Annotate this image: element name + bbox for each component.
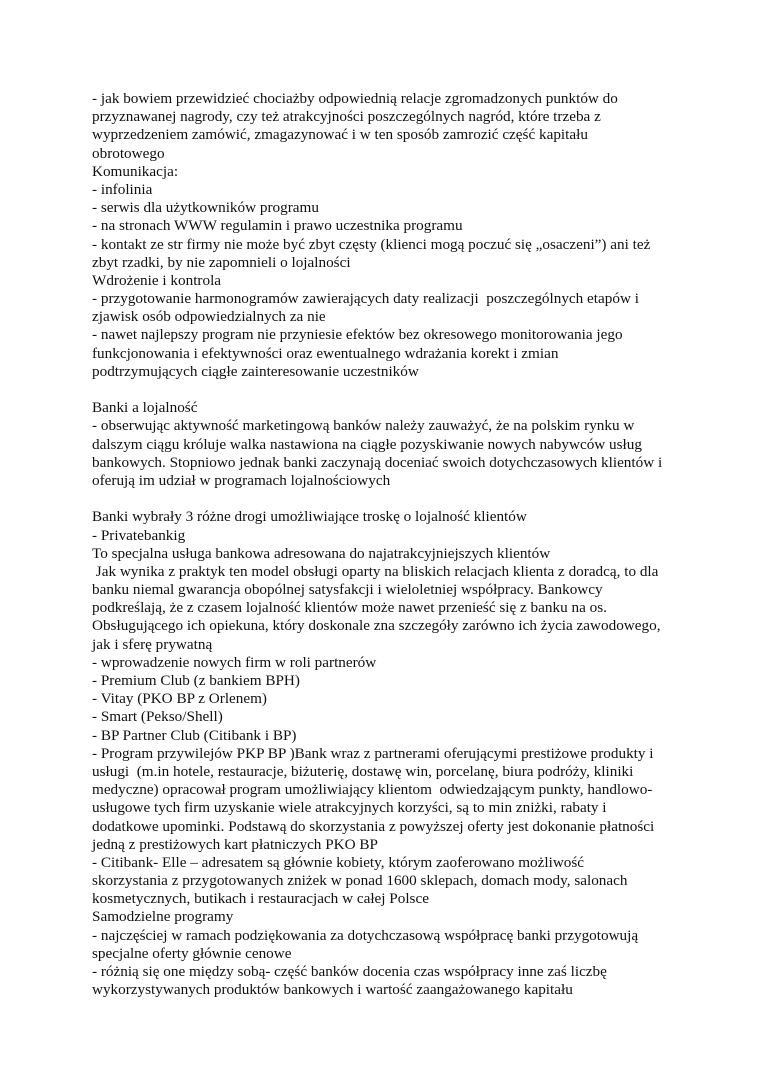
text-line: - na stronach WWW regulamin i prawo uczestnika programu <box>92 217 463 235</box>
text-line: Banki a lojalność <box>92 399 198 417</box>
text-line: jak i sferę prywatną <box>92 635 213 653</box>
text-line: - kontakt ze str firmy nie może być zbyt częsty (klienci mogą poczuć się „osaczeni”) ani też <box>92 235 651 253</box>
text-line: medyczne) opracował program umożliwiający klientom odwiedzającym punkty, handlowo- <box>92 781 653 799</box>
text-line: oferują im udział w programach lojalnościowych <box>92 471 391 489</box>
text-line: Jak wynika z praktyk ten model obsługi oparty na bliskich relacjach klienta z doradcą, to dla <box>92 562 659 580</box>
document-page <box>92 90 682 999</box>
text-line: skorzystania z przygotowanych zniżek w ponad 1600 sklepach, domach mody, salonach <box>92 872 628 890</box>
text-line: specjalne oferty głównie cenowe <box>92 944 292 962</box>
blank-line <box>92 490 682 508</box>
text-line: wykorzystywanych produktów bankowych i wartość zaangażowanego kapitału <box>92 981 573 999</box>
text-line: funkcjonowania i efektywności oraz ewentualnego wdrażania korekt i zmian <box>92 344 559 362</box>
text-line: To specjalna usługa bankowa adresowana do najatrakcyjniejszych klientów <box>92 544 551 562</box>
text-line: - obserwując aktywność marketingową banków należy zauważyć, że na polskim rynku w <box>92 417 635 435</box>
text-line: podkreślają, że z czasem lojalność klientów może nawet przenieść się z banku na os. <box>92 599 607 617</box>
text-line: Banki wybrały 3 różne drogi umożliwiające troskę o lojalność klientów <box>92 508 527 526</box>
text-line: jedną z prestiżowych kart płatniczych PKO BP <box>92 835 378 853</box>
text-line: - przygotowanie harmonogramów zawierających daty realizacji poszczególnych etapów i <box>92 290 639 308</box>
text-line: - Privatebankig <box>92 526 186 544</box>
text-line: - jak bowiem przewidzieć chociażby odpowiednią relacje zgromadzonych punktów do <box>92 90 618 107</box>
text-line: dodatkowe upominki. Podstawą do skorzystania z powyższej oferty jest dokonanie płatności <box>92 817 655 835</box>
text-line: - Vitay (PKO BP z Orlenem) <box>92 690 267 708</box>
text-line: - Premium Club (z bankiem BPH) <box>92 672 300 689</box>
text-line: zbyt rzadki, by nie zapomnieli o lojalności <box>92 253 351 271</box>
text-line: kosmetycznych, butikach i restauracjach w całej Polsce <box>92 890 429 908</box>
text-line: - najczęściej w ramach podziękowania za dotychczasową współpracę banki przygotowują <box>92 926 639 944</box>
text-line: Wdrożenie i kontrola <box>92 271 222 289</box>
text-line: - Smart (Pekso/Shell) <box>92 708 223 726</box>
text-line: - Program przywilejów PKP BP )Bank wraz z partnerami oferującymi prestiżowe produkty i <box>92 744 654 762</box>
text-line: usługowe tych firm uzyskanie wiele atrakcyjnych korzyści, są to min zniżki, rabaty i <box>92 799 607 817</box>
text-line: dalszym ciągu króluje walka nastawiona na ciągłe pozyskiwanie nowych nabywców usług <box>92 435 642 453</box>
text-line: bankowych. Stopniowo jednak banki zaczynają doceniać swoich dotychczasowych klientów i <box>92 453 663 471</box>
text-line: - wprowadzenie nowych firm w roli partnerów <box>92 653 377 671</box>
text-line: - różnią się one między sobą- część banków docenia czas współpracy inne zaś liczbę <box>92 963 607 980</box>
text-line: Samodzielne programy <box>92 908 234 926</box>
text-line: banku niemal gwarancja obopólnej satysfakcji i wieloletniej współpracy. Bankowcy <box>92 581 603 599</box>
text-line: usługi (m.in hotele, restauracje, biżuterię, dostawę win, porcelanę, biura podróży, kliniki <box>92 762 634 780</box>
text-line: obrotowego <box>92 144 165 162</box>
text-line: zjawisk osób odpowiedzialnych za nie <box>92 308 326 326</box>
text-line: - nawet najlepszy program nie przyniesie efektów bez okresowego monitorowania jego <box>92 326 623 344</box>
text-line: - serwis dla użytkowników programu <box>92 199 319 217</box>
text-line: Obsługującego ich opiekuna, który doskonale zna szczegóły zarówno ich życia zawodowego, <box>92 617 661 635</box>
text-line: Komunikacja: <box>92 162 179 180</box>
text-line: przyznawanej nagrody, czy też atrakcyjności poszczególnych nagród, które trzeba z <box>92 108 601 126</box>
text-line: - infolinia <box>92 180 153 198</box>
text-line: - Citibank- Elle – adresatem są głównie kobiety, którym zaoferowano możliwość <box>92 853 585 871</box>
text-line: - BP Partner Club (Citibank i BP) <box>92 726 297 744</box>
text-line: wyprzedzeniem zamówić, zmagazynować i w ten sposób zamrozić część kapitału <box>92 126 588 144</box>
text-line: podtrzymujących ciągłe zainteresowanie uczestników <box>92 362 419 380</box>
blank-line <box>92 381 682 399</box>
